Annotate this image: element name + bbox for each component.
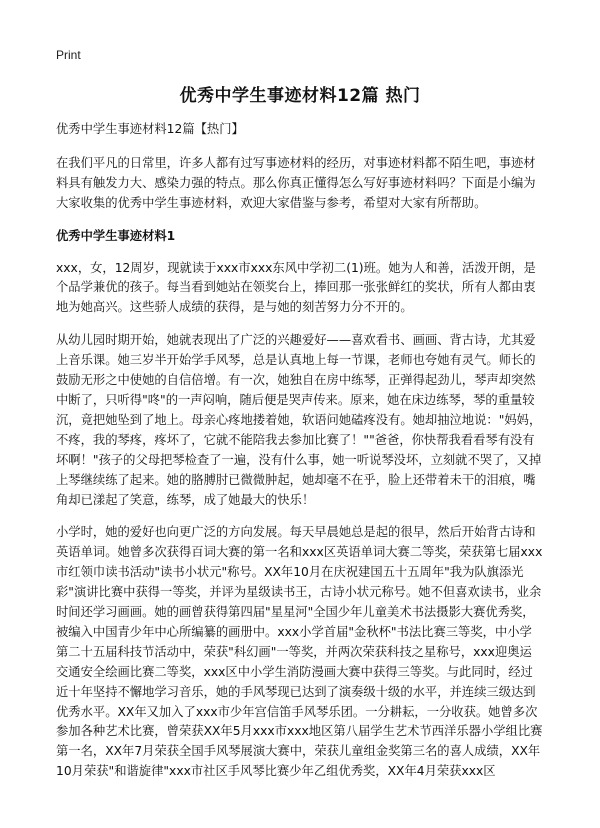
body-paragraph-3: 小学时，她的爱好也向更广泛的方向发展。每天早晨她总是起的很早，然后开始背古诗和英语单词。她曾多次获得百词大赛的第一名和xxx区英语单词大赛二等奖，荣获第七届xxx市红领巾读书活动"读书小状元"称号。XX年10月在庆祝建国五十五周年"我为队旗添光彩"演讲比赛中获得一等奖，并评为星级读书王，古诗小状元称号。她不但喜欢读书，业余时间还学习画画。她的画曾获得第四届"星星河"全国少年儿童美术书法摄影大赛优秀奖，被编入中国青少年中心所编纂的画册中。xxx小学首届"金秋杯"书法比赛三等奖，中小学第二十五届科技节活动中，荣获"科幻画"一等奖，并两次荣获科技之星称号，xxx迎奥运交通安全绘画比赛二等奖，xxx区中小学生消防漫画大赛中获得三等奖。与此同时，经过近十年坚持不懈地学习音乐，她的手风琴现已达到了演奏级十级的水平，并连续三级达到优秀水平。XX年又加入了xxx市少年宫信笛手风琴乐团。一分耕耘，一分收获。她曾多次参加各种艺术比赛，曾荣获XX年5月xxx市xxx地区第八届学生艺术节西洋乐器小学组比赛第一名，XX年7月荣获全国手风琴展演大赛中，荣获儿童组金奖第三名的喜人成绩，XX年10月荣获"和谐旋律"xxx市社区手风琴比赛少年乙组优秀奖，XX年4月荣获xxx区 [56, 525, 543, 779]
body-paragraph-2: 从幼儿园时期开始，她就表现出了广泛的兴趣爱好——喜欢看书、画画、背古诗，尤其爱上音乐课。她三岁半开始学手风琴，总是认真地上每一节课，老师也夸她有灵气。师长的鼓励无形之中使她的自信倍增。有一次，她独自在房中练琴，正弹得起劲儿，琴声却突然中断了，只听得"咚"的一声闷响，随后便是哭声传来。原来，她在床边练琴，琴的重量较沉，竟把她坠到了地上。母亲心疼地搂着她，软语问她磕疼没有。她却抽泣地说："妈妈，不疼，我的琴疼，疼坏了，它就不能陪我去参加比赛了！""爸爸，你快帮我看看琴有没有坏啊！"孩子的父母把琴检查了一遍，没有什么事，她一听说琴没坏，立刻就不哭了，又掉上琴继续练了起来。她的胳膊肘已微微肿起，她却毫不在乎，脸上还带着未干的泪痕，嘴角却已漾起了笑意，练琴，成了她最大的快乐！ [56, 333, 542, 507]
print-link[interactable]: Print [56, 48, 81, 62]
intro-paragraph: 在我们平凡的日常里，许多人都有过写事迹材料的经历，对事迹材料都不陌生吧，事迹材料具有触发力大、感染力强的特点。那么你真正懂得怎么写好事迹材料吗？下面是小编为大家收集的优秀中学生事迹材料，欢迎大家借鉴与参考，希望对大家有所帮助。 [56, 155, 536, 210]
body-paragraph-1: xxx，女，12周岁，现就读于xxx市xxx东风中学初二(1)班。她为人和善，活泼开朗，是个品学兼优的孩子。每当看到她站在领奖台上，捧回那一张张鲜红的奖状，所有人都由衷地为她高兴。这些骄人成绩的获得，是与她的刻苦努力分不开的。 [56, 260, 536, 315]
page-title: 优秀中学生事迹材料12篇 热门 [179, 86, 421, 106]
section-heading: 优秀中学生事迹材料1 [56, 228, 176, 243]
article-subheading: 优秀中学生事迹材料12篇【热门】 [56, 122, 244, 136]
article-body [56, 120, 544, 795]
